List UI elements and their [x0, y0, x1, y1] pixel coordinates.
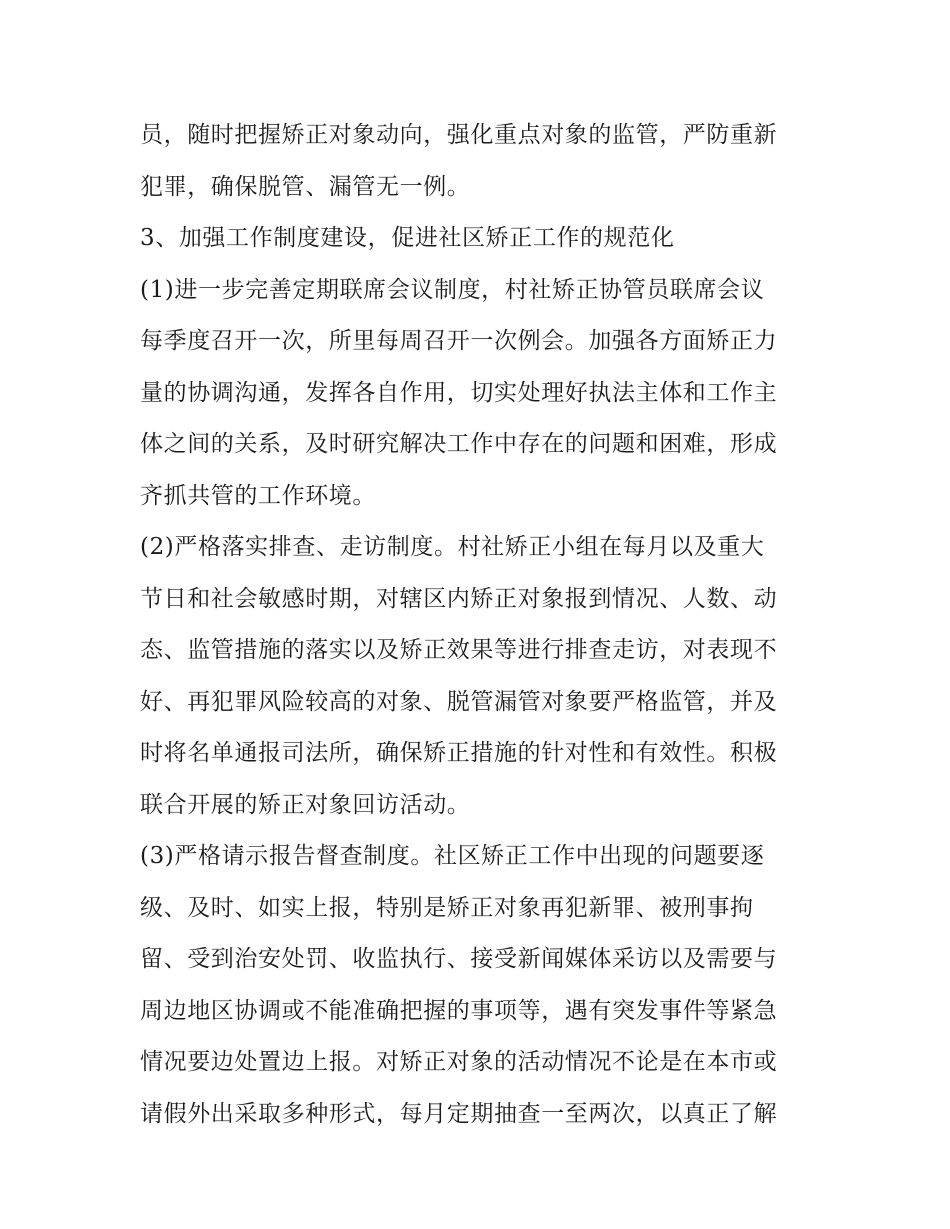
text-line: 量的协调沟通，发挥各自作用，切实处理好执法主体和工作主: [140, 379, 778, 406]
text-line: 周边地区协调或不能准确把握的事项等，遇有突发事件等紧急: [140, 997, 778, 1024]
text-line: 体之间的关系，及时研究解决工作中存在的问题和困难，形成: [140, 431, 778, 457]
text-line: 请假外出采取多种形式，每月定期抽查一至两次，以真正了解: [140, 1100, 778, 1127]
text-line: 犯罪，确保脱管、漏管无一例。: [140, 173, 471, 200]
text-line: (1)进一步完善定期联席会议制度，村社矫正协管员联席会议: [140, 276, 765, 303]
text-line: 时将名单通报司法所，确保矫正措施的针对性和有效性。积极: [140, 740, 778, 766]
text-line: 齐抓共管的工作环境。: [140, 482, 376, 509]
section-heading: 3、加强工作制度建设，促进社区矫正工作的规范化: [140, 225, 675, 251]
text-line: 员，随时把握矫正对象动向，强化重点对象的监管，严防重新: [140, 122, 778, 148]
text-line: (3)严格请示报告督查制度。社区矫正工作中出现的问题要逐: [140, 843, 765, 869]
text-line: 每季度召开一次，所里每周召开一次例会。加强各方面矫正力: [140, 328, 778, 354]
document-body: [140, 110, 840, 1140]
text-line: 好、再犯罪风险较高的对象、脱管漏管对象要严格监管，并及: [140, 688, 778, 715]
text-line: 联合开展的矫正对象回访活动。: [140, 791, 471, 818]
text-line: 留、受到治安处罚、收监执行、接受新闻媒体采访以及需要与: [140, 946, 778, 972]
text-line: 节日和社会敏感时期，对辖区内矫正对象报到情况、人数、动: [140, 585, 778, 612]
text-line: 情况要边处置边上报。对矫正对象的活动情况不论是在本市或: [140, 1049, 778, 1075]
text-line: 态、监管措施的落实以及矫正效果等进行排查走访，对表现不: [140, 637, 778, 663]
text-line: 级、及时、如实上报，特别是矫正对象再犯新罪、被刑事拘: [140, 894, 754, 921]
text-line: (2)严格落实排查、走访制度。村社矫正小组在每月以及重大: [140, 534, 765, 560]
